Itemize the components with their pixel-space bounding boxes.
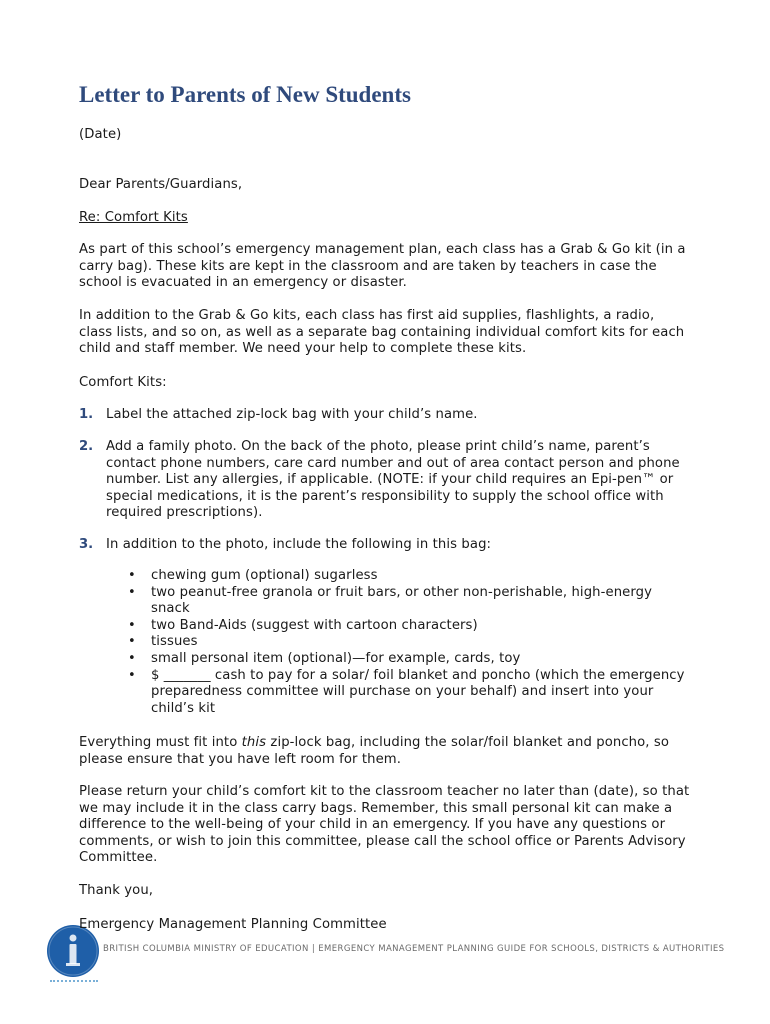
- bullet-icon: •: [128, 617, 136, 633]
- step-number: 2.: [79, 439, 94, 454]
- list-item-text: $ _______ cash to pay for a solar/ foil blanket and poncho (which the emergency preparedness committee will purchase on your behalf) and insert into your child’s kit: [151, 667, 685, 716]
- step-text: Label the attached zip-lock bag with your child’s name.: [106, 407, 478, 422]
- bullet-icon: •: [128, 667, 136, 683]
- footer-text: BRITISH COLUMBIA MINISTRY OF EDUCATION | EMERGENCY MANAGEMENT PLANNING GUIDE FOR SCHOOLS, DISTRICTS & AUTHORITIES: [103, 944, 725, 954]
- list-item: [125, 618, 691, 635]
- fit-text-before: Everything must fit into: [79, 735, 242, 750]
- signature: Emergency Management Planning Committee: [79, 917, 387, 932]
- salutation: Dear Parents/Guardians,: [79, 177, 243, 192]
- footer-dotted-rule: [50, 980, 98, 986]
- page-title: Letter to Parents of New Students: [79, 82, 411, 107]
- list-item-text: two peanut-free granola or fruit bars, or other non-perishable, high-energy snack: [151, 584, 653, 617]
- fit-emphasis: this: [241, 735, 267, 750]
- fit-paragraph: [79, 735, 691, 768]
- list-item-text: chewing gum (optional) sugarless: [151, 568, 378, 583]
- intro-paragraph: As part of this school’s emergency management plan, each class has a Grab & Go kit (in a carry bag). These kits are kept in the classroom and are taken by teachers in case the school is evacuated in an emergency or disaster.: [79, 242, 686, 291]
- list-item: [125, 634, 691, 651]
- step-text: In addition to the photo, include the following in this bag:: [106, 537, 492, 552]
- supplies-paragraph: In addition to the Grab & Go kits, each class has first aid supplies, flashlights, a radio, class lists, and so on, as well as a separate bag containing individual comfort kits for each child and staff member. We need your help to complete these kits.: [79, 308, 685, 357]
- step-number: 1.: [79, 407, 94, 422]
- closing: Thank you,: [79, 883, 154, 898]
- return-paragraph: Please return your child’s comfort kit to the classroom teacher no later than (date), so that we may include it in the class carry bags. Remember, this small personal kit can make a difference to the well-being of your child in an emergency. If you have any questions or comments, or wish to join this committee, please call the school office or Parents Advisory Committee.: [79, 784, 690, 866]
- date-placeholder: (Date): [79, 127, 122, 142]
- bullet-icon: •: [128, 634, 136, 650]
- list-item-text: small personal item (optional)—for example, cards, toy: [151, 650, 521, 666]
- step-text: Add a family photo. On the back of the photo, please print child’s name, parent’s contact phone numbers, care card number and out of area contact person and phone number. List any allergies, if applicable. (NOTE: if your child requires an Epi-pen™ or special medications, it is the parent’s responsibility to supply the school office with required prescriptions).: [106, 439, 680, 521]
- bullet-icon: •: [128, 584, 136, 600]
- bullet-icon: •: [128, 568, 136, 583]
- comfort-kits-heading: Comfort Kits:: [79, 375, 167, 390]
- list-item-text: two Band-Aids (suggest with cartoon characters): [151, 617, 478, 633]
- list-item-text: tissues: [151, 634, 198, 650]
- list-item: [125, 568, 691, 585]
- list-item: [125, 651, 691, 668]
- kit-items-list: [125, 568, 691, 717]
- bullet-icon: •: [128, 650, 136, 666]
- step-number: 3.: [79, 537, 94, 552]
- list-item: [125, 668, 691, 718]
- fit-text-after: zip-lock bag, including the solar/foil blanket and poncho, so please ensure that you have left room for them.: [79, 735, 670, 767]
- re-line: Re: Comfort Kits: [79, 210, 188, 225]
- list-item: [125, 585, 691, 618]
